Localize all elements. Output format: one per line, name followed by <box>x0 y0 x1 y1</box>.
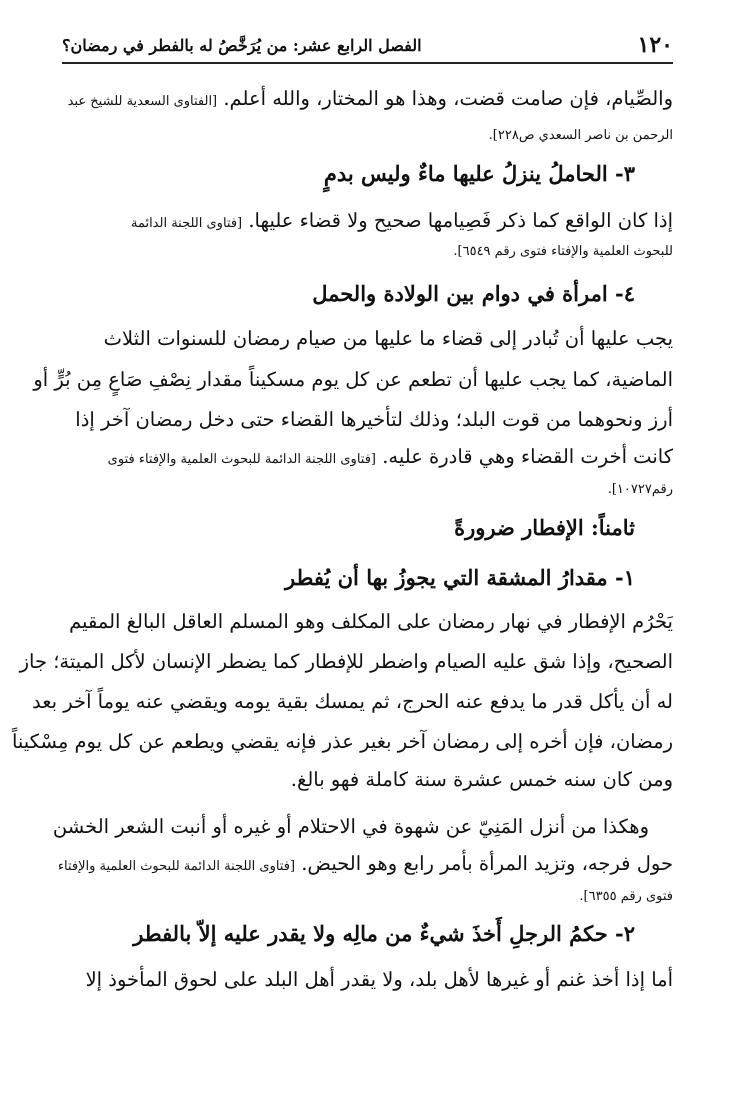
citation-line: للبحوث العلمية والإفتاء فتوى رقم ٦٥٤٩]. <box>453 244 673 259</box>
page-number: ١٢٠ <box>637 32 673 58</box>
body-line: له أن يأكل قدر ما يدفع عنه الحرج، ثم يمسك بقية يومه ويقضي عنه يوماً آخر بعد <box>31 690 673 713</box>
body-line: كانت أخرت القضاء وهي قادرة عليه. [فتاوى اللجنة الدائمة للبحوث العلمية والإفتاء فتوى <box>107 445 673 468</box>
body-line: الصحيح، وإذا شق عليه الصيام واضطر للإفطار كما يضطر الإنسان لأكل الميتة؛ جاز <box>19 650 673 673</box>
body-line: أما إذا أخذ غنم أو غيرها لأهل بلد، ولا يقدر أهل البلد على لحوق المأخوذ إلا <box>85 968 673 991</box>
section-heading: ٢- حكمُ الرجلِ أَخذَ شيءٌ من مالِه ولا يقدر عليه إلاّ بالفطر <box>133 921 635 946</box>
section-heading: ٤- امرأة في دوام بين الولادة والحمل <box>312 281 635 306</box>
citation-line: الرحمن بن ناصر السعدي ص٢٢٨]. <box>488 128 673 143</box>
body-line: رمضان، فإن أخره إلى رمضان آخر بغير عذر فإنه يقضي ويطعم عن كل يوم مِسْكيناً <box>11 730 673 753</box>
body-line: الماضية، كما يجب عليها أن تطعم عن كل يوم مسكيناً مقدار نِصْفِ صَاعٍ مِن بُرٍّ أو <box>33 368 673 391</box>
body-line: إذا كان الواقع كما ذكر فَصِيامها صحيح ولا قضاء عليها. [فتاوى اللجنة الدائمة <box>130 209 673 232</box>
citation: [الفتاوى السعدية للشيخ عبد <box>67 94 218 109</box>
body-line: يجب عليها أن تُبادر إلى قضاء ما عليها من صيام رمضان للسنوات الثلاث <box>103 327 673 350</box>
body-line: أرز ونحوهما من قوت البلد؛ وذلك لتأخيرها القضاء حتى دخل رمضان آخر إذا <box>75 408 673 431</box>
citation: [فتاوى اللجنة الدائمة للبحوث العلمية والإفتاء فتوى <box>107 452 376 467</box>
section-heading: ١- مقدارُ المشقة التي يجوزُ بها أن يُفطر <box>285 565 635 590</box>
body-line: وهكذا من أنزل المَنِيّ عن شهوة في الاحتلام أو غيره أو أنبت الشعر الخشن <box>52 815 649 838</box>
section-heading: ثامناً: الإفطار ضرورةً <box>454 515 635 540</box>
body-line: والصِّيام، فإن صامت قضت، وهذا هو المختار، والله أعلم. [الفتاوى السعدية للشيخ عبد <box>67 87 673 110</box>
body-line: حول فرجه، وتزيد المرأة بأمر رابع وهو الحيض. [فتاوى اللجنة الدائمة للبحوث العلمية والإفتاء <box>57 852 673 875</box>
page-header <box>62 28 673 64</box>
section-heading: ٣- الحاملُ ينزلُ عليها ماءٌ وليس بدمٍ <box>323 161 635 186</box>
body-line: ومن كان سنه خمس عشرة سنة كاملة فهو بالغ. <box>290 768 673 791</box>
running-title: الفصل الرابع عشر: من يُرَخَّصُ له بالفطر في رمضان؟ <box>62 36 422 55</box>
citation-line: فتوى رقم ٦٣٥٥]. <box>579 889 673 904</box>
citation: [فتاوى اللجنة الدائمة للبحوث العلمية والإفتاء <box>57 859 296 874</box>
citation: [فتاوى اللجنة الدائمة <box>130 216 243 231</box>
citation-line: رقم١٠٧٢٧]. <box>607 482 673 497</box>
body-line: يَحْرُم الإفطار في نهار رمضان على المكلف وهو المسلم العاقل البالغ المقيم <box>69 610 673 633</box>
